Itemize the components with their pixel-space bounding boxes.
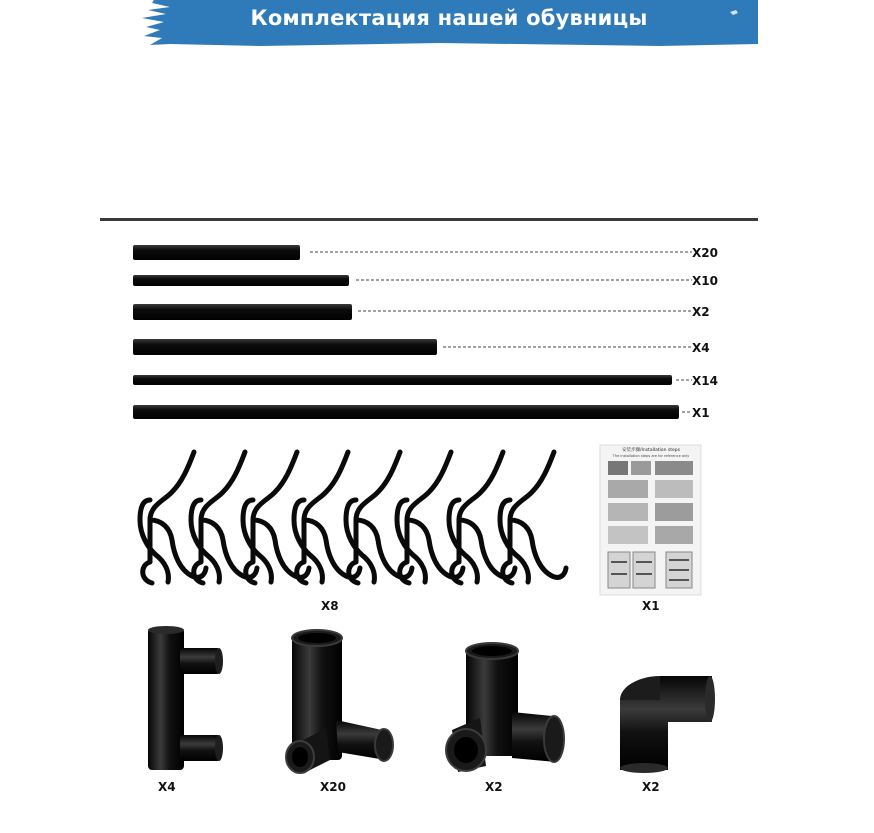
double-side-connector [148,626,223,770]
rod-4-quantity: X4 [692,341,710,355]
rod-1 [133,245,692,260]
three-way-corner-connector [286,630,393,773]
rod-5 [133,375,692,385]
rod-6-quantity: X1 [692,406,710,420]
hook [500,452,566,583]
rod-6 [133,405,692,419]
double-side-connector-quantity: X4 [158,780,176,794]
hooks-group [140,452,566,583]
rod-5-quantity: X14 [692,374,718,388]
rod-3-quantity: X2 [692,305,710,319]
rod-3 [133,304,692,320]
instruction-sheet-title: 安装步骤/Installation steps [622,448,680,453]
three-way-tee-connector [446,643,564,772]
instruction-sheet-subtitle: The installation steps are for reference only [612,454,690,458]
instruction-sheet [600,445,701,595]
rod-4 [133,339,692,355]
rod-2-quantity: X10 [692,274,718,288]
rod-1-quantity: X20 [692,246,718,260]
rod-2 [133,275,692,286]
three-way-corner-connector-quantity: X20 [320,780,346,794]
banner-title: Комплектация нашей обувницы [250,6,648,30]
hooks-quantity: X8 [321,599,339,613]
elbow-connector-quantity: X2 [642,780,660,794]
instructions-quantity: X1 [642,599,660,613]
three-way-tee-connector-quantity: X2 [485,780,503,794]
elbow-connector [620,676,715,773]
